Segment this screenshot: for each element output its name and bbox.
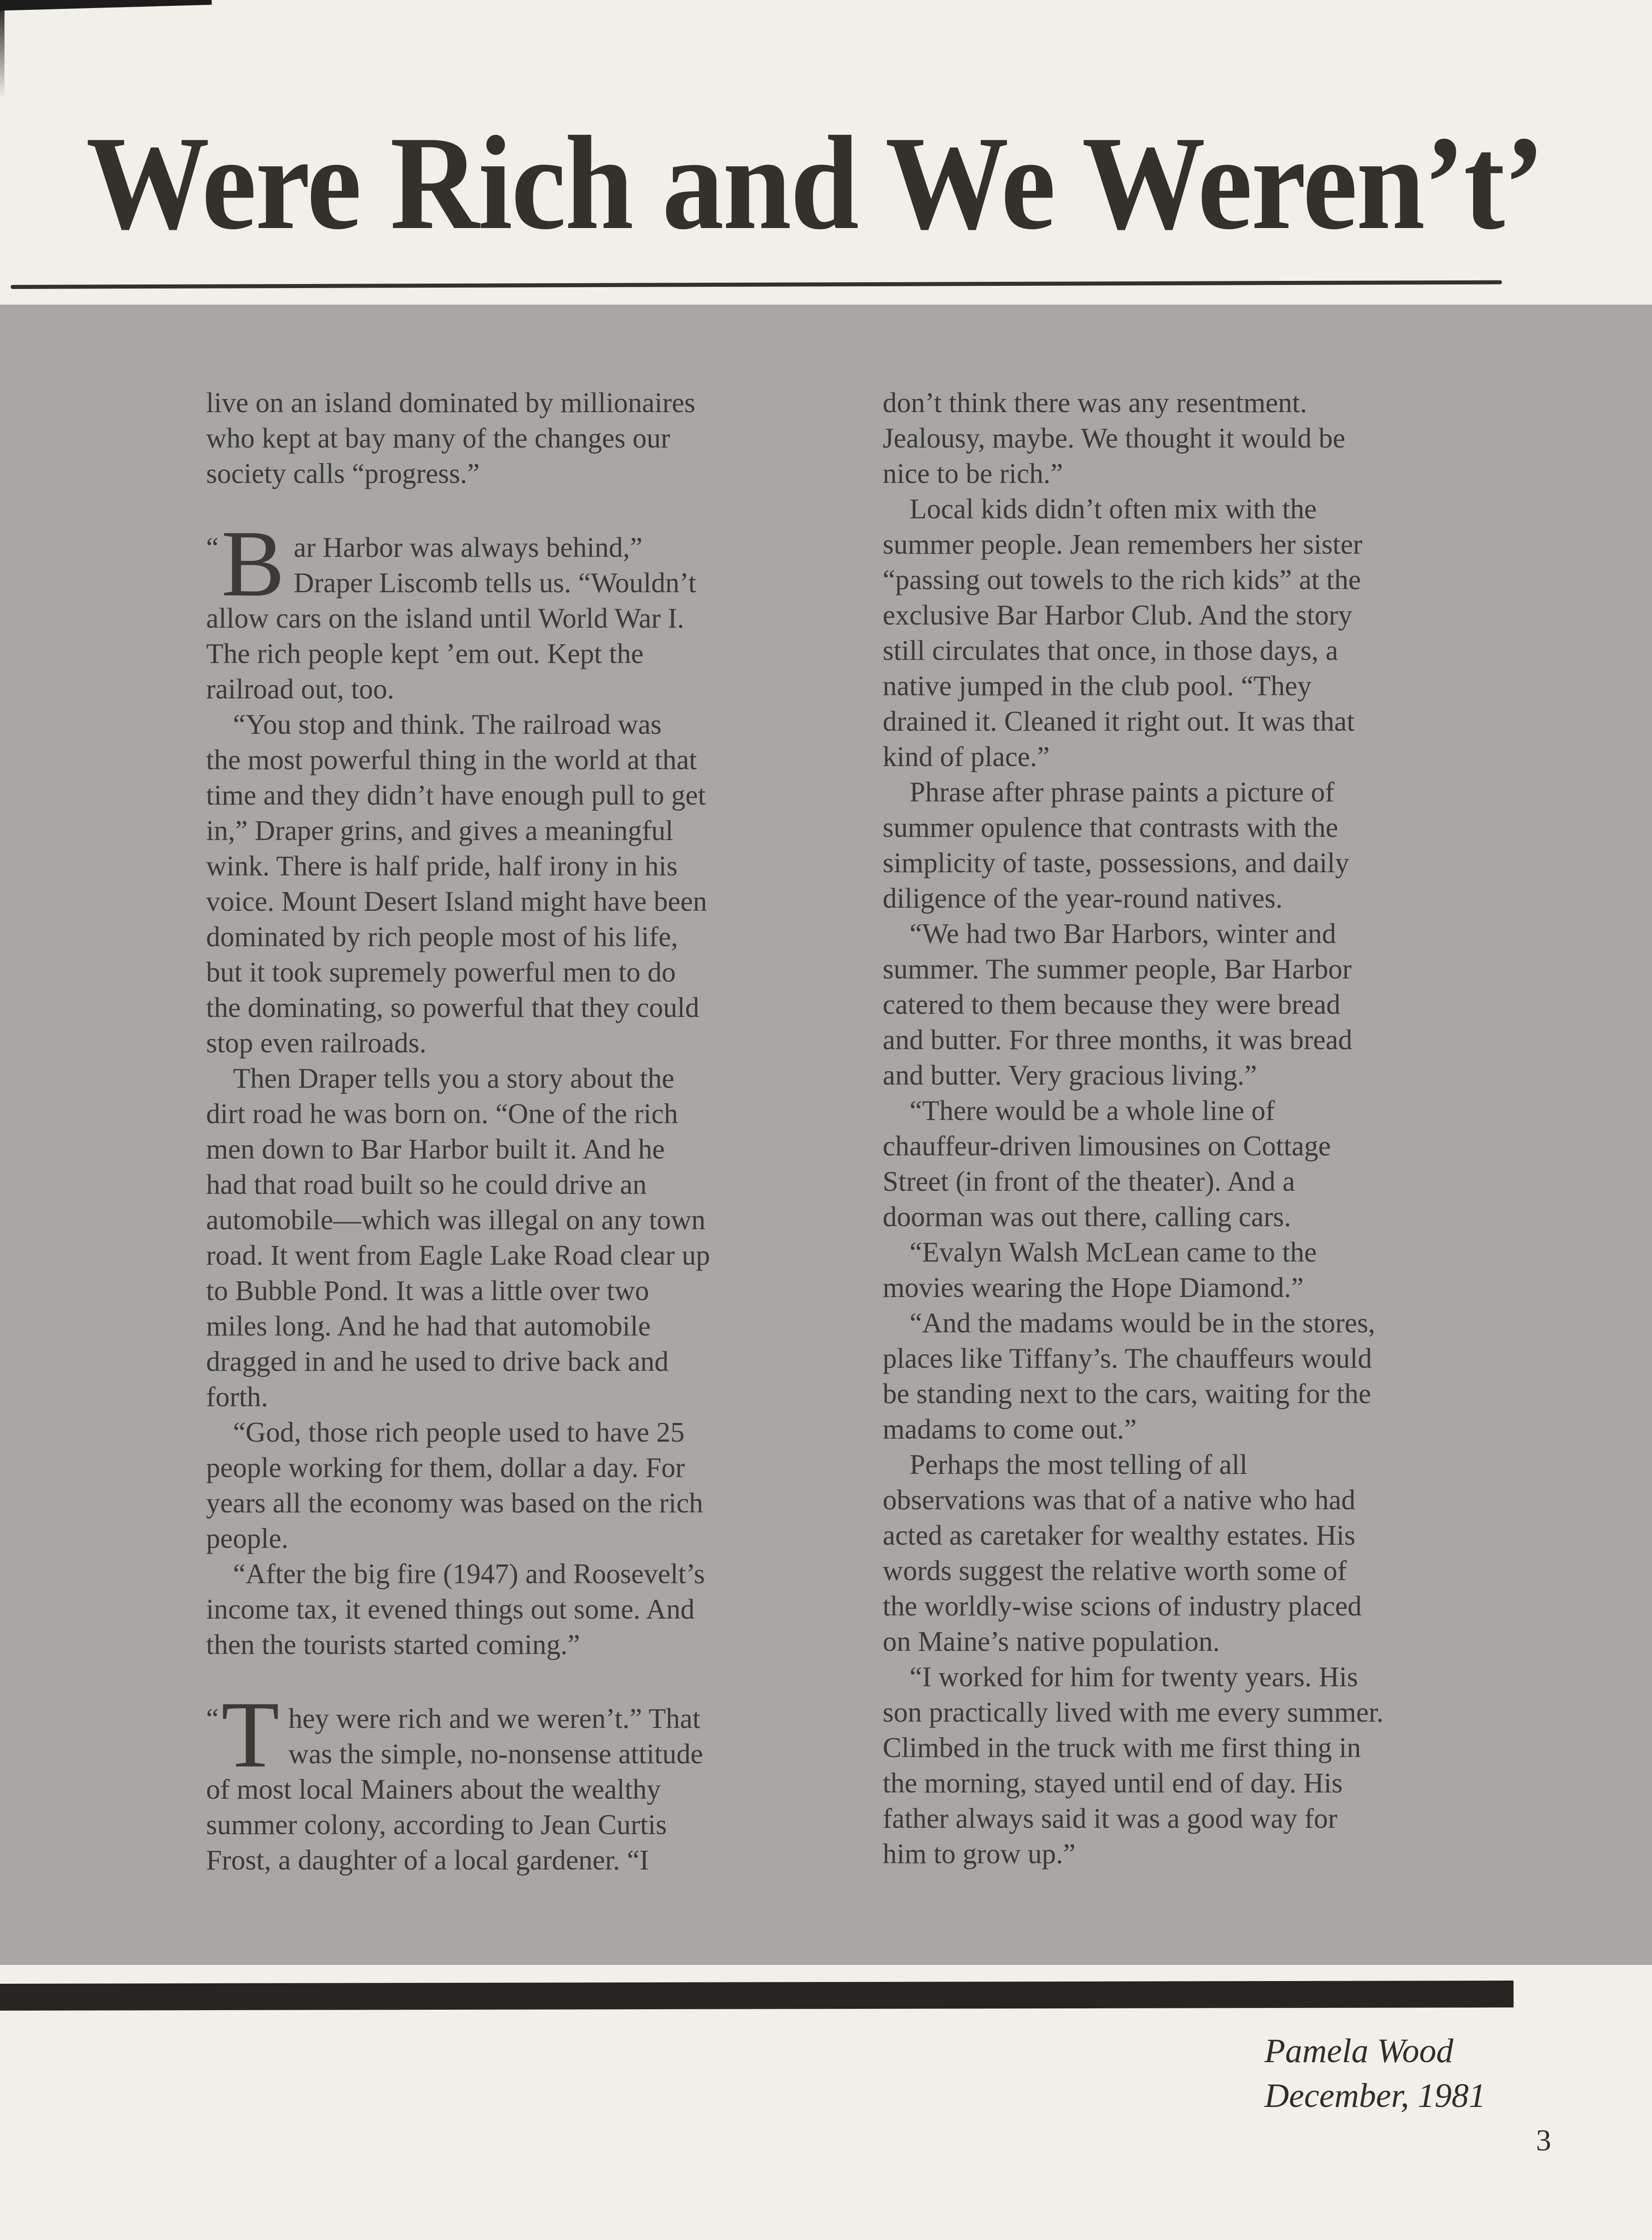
paragraph: “There would be a whole line of chauffeur-driven limousines on Cottage Street (in front of the theater). And a doorman was out there, calling cars.: [883, 1095, 1331, 1232]
paragraph: don’t think there was any resentment. Jealousy, maybe. We thought it would be nice to be rich.”: [883, 387, 1346, 489]
paragraph: Phrase after phrase paints a picture of summer opulence that contrasts with the simplicity of taste, possessions, and daily diligence of the year-round natives.: [883, 776, 1350, 914]
column-left: [206, 385, 842, 1878]
title-divider-rule: [11, 280, 1502, 289]
paragraph: “After the big fire (1947) and Roosevelt’s income tax, it evened things out some. And then the tourists started coming.”: [206, 1558, 705, 1660]
paragraph: Then Draper tells you a story about the dirt road he was born on. “One of the rich men down to Bar Harbor built it. And he had that road built so he could drive an automobile—which was illegal on any town road. It went from Eagle Lake Road clear up to Bubble Pond. It was a little over two miles long. And he had that automobile dragged in and he used to drive back and forth.: [206, 1063, 710, 1413]
paragraph: “You stop and think. The railroad was the most powerful thing in the world at that time and they didn’t have enough pull to get in,” Draper grins, and gives a meaningful wink. There is half pride, half irony in his voice. Mount Desert Island might have been dominated by rich people most of his life, but it took supremely powerful men to do the dominating, so powerful that they could stop even railroads.: [206, 709, 707, 1059]
paragraph: Local kids didn’t often mix with the summer people. Jean remembers her sister “passing out towels to the rich kids” at the exclusive Bar Harbor Club. And the story still circulates that once, in those days, a native jumped in the club pool. “They drained it. Cleaned it right out. It was that kind of place.”: [883, 493, 1363, 772]
drop-cap: [206, 511, 284, 616]
drop-cap-letter: B: [221, 511, 284, 616]
paragraph: “I worked for him for twenty years. His son practically lived with me every summer. Climbed in the truck with me first thing in the morning, stayed until end of day. His father always said it was a good way for him to grow up.”: [883, 1661, 1384, 1870]
paragraph: “Evalyn Walsh McLean came to the movies wearing the Hope Diamond.”: [883, 1236, 1317, 1303]
scan-edge-artifact-left: [0, 0, 4, 99]
dropcap-paragraph: “ B ar Harbor was always behind,” Draper Liscomb tells us. “Wouldn’t allow cars on the island until World War I. The rich people kept ’em out. Kept the railroad out, too.: [206, 511, 696, 705]
scan-edge-artifact-top: [0, 0, 212, 11]
article-columns: [206, 385, 1652, 1878]
paragraph: “God, those rich people used to have 25 people working for them, dollar a day. For years all the economy was based on the rich people.: [206, 1417, 703, 1554]
column-right: [883, 385, 1559, 1878]
page-number: 3: [1536, 2123, 1551, 2157]
article-panel: [0, 305, 1652, 1965]
attribution: [1264, 2029, 1486, 2118]
bottom-divider-bar: [0, 1981, 1514, 2011]
drop-cap-letter: T: [221, 1682, 279, 1787]
paragraph: Perhaps the most telling of all observations was that of a native who had acted as caretaker for wealthy estates. His words suggest the relative worth some of the worldly-wise scions of industry placed on Maine’s native population.: [883, 1449, 1362, 1657]
drop-cap-quote: “: [206, 532, 219, 563]
paragraph: live on an island dominated by millionaires who kept at bay many of the changes our society calls “progress.”: [206, 387, 695, 489]
paragraph: “We had two Bar Harbors, winter and summer. The summer people, Bar Harbor catered to them because they were bread and butter. For three months, it was bread and butter. Very gracious living.”: [883, 918, 1353, 1091]
dropcap-paragraph: “ T hey were rich and we weren’t.” That was the simple, no-nonsense attitude of most local Mainers about the wealthy summer colony, according to Jean Curtis Frost, a daughter of a local gardener. “I: [206, 1682, 703, 1876]
drop-cap-quote: “: [206, 1703, 219, 1734]
attribution-date: December, 1981: [1264, 2077, 1486, 2115]
page-title: Were Rich and We Weren’t’: [86, 108, 1544, 257]
paragraph: “And the madams would be in the stores, places like Tiffany’s. The chauffeurs would be standing next to the cars, waiting for the madams to come out.”: [883, 1307, 1376, 1445]
attribution-author: Pamela Wood: [1264, 2032, 1454, 2070]
drop-cap: [206, 1682, 279, 1787]
